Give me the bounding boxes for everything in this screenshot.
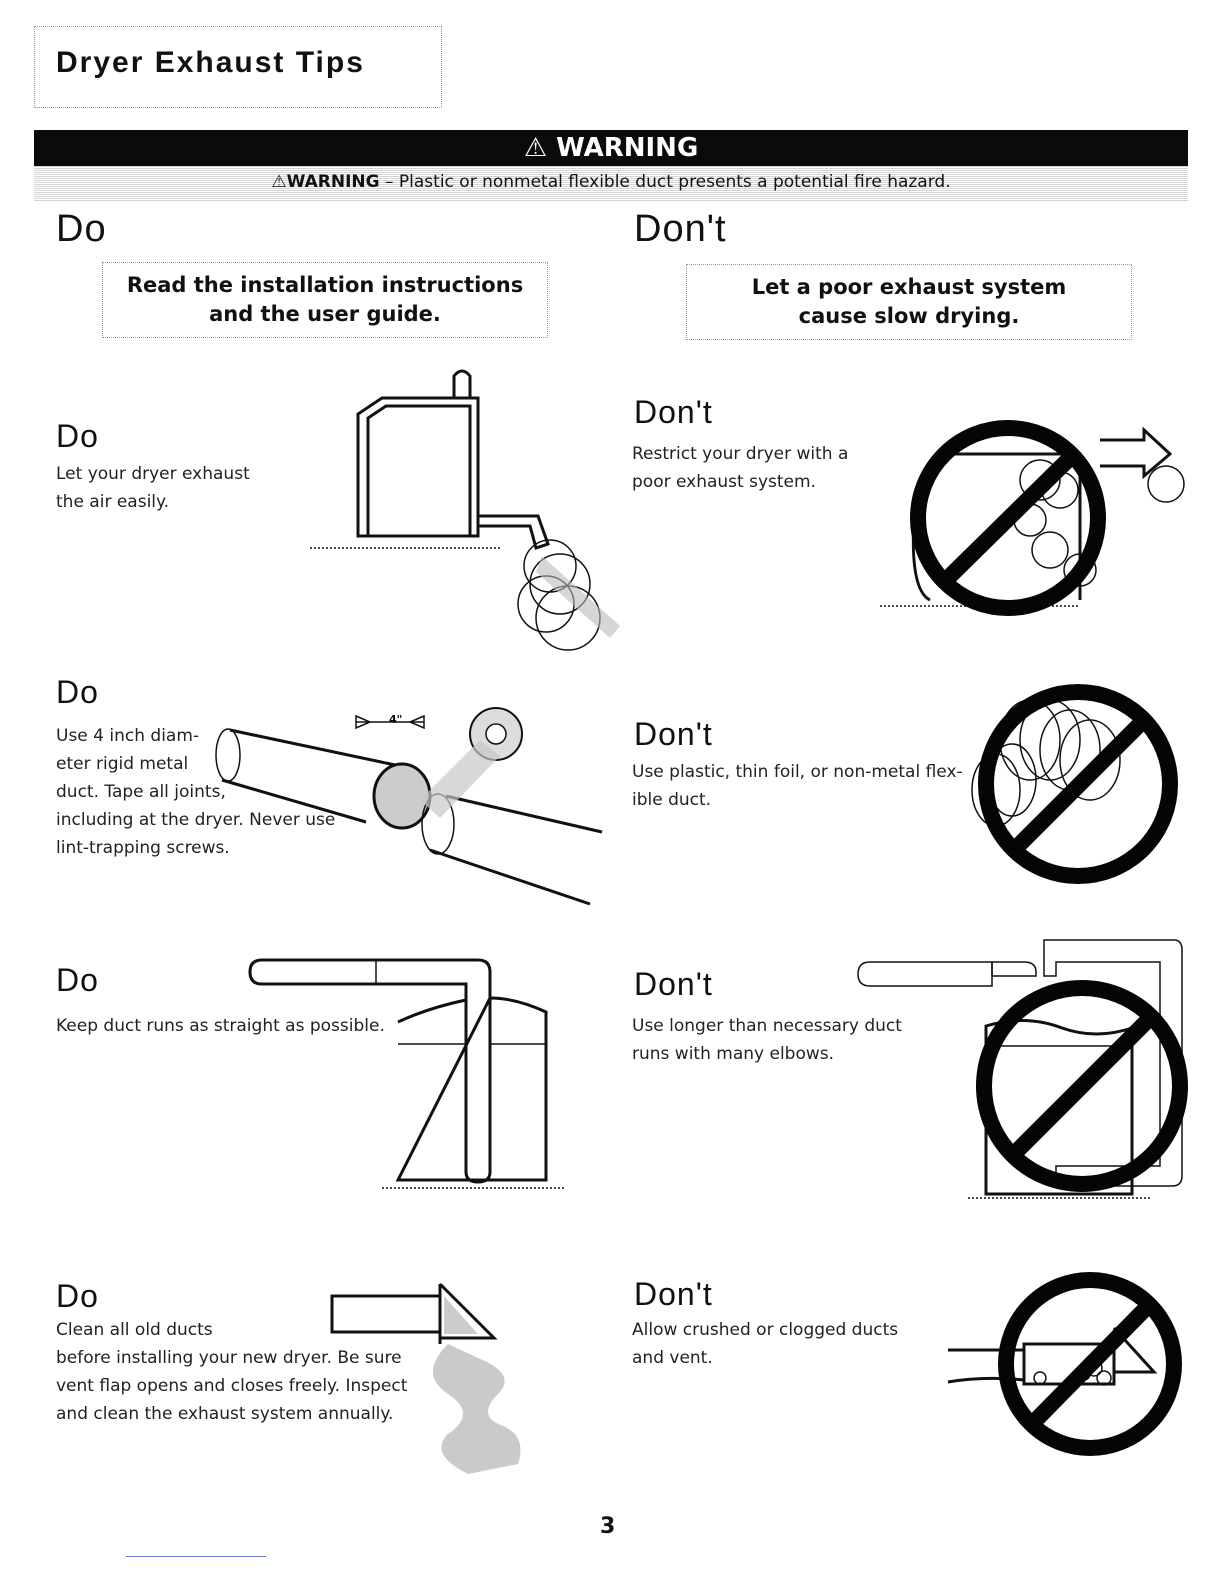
dryer-vent-icon [310,366,630,646]
duct-measure-label: 4" [389,713,403,726]
warning-banner-label: WARNING [556,133,699,163]
warning-triangle-icon: ⚠ [523,133,557,163]
do-item-1-line: Let your dryer exhaust [56,464,250,484]
dont-item-2-line: ible duct. [632,790,712,810]
warning-message: Plastic or nonmetal flexible duct presents a potential fire hazard. [398,172,951,192]
dont-column-heading: Don't [634,208,727,250]
dont-item-1-line: Restrict your dryer with a [632,444,849,464]
do-item-2-heading: Do [56,674,99,710]
do-item-3-heading: Do [56,962,99,998]
warning-banner [34,130,1188,166]
do-item-2-line: lint-trapping screws. [56,838,230,858]
warning-small-icon: ⚠ [271,172,287,192]
rigid-duct-icon [210,700,610,910]
page-number: 3 [600,1514,616,1539]
do-item-4-line: Clean all old ducts [56,1320,213,1340]
do-item-4-line: vent flap opens and closes freely. Inspect [56,1376,408,1396]
do-item-1-line: the air easily. [56,492,170,512]
dont-item-1-text [632,440,848,496]
clogged-duct-icon [944,1268,1184,1468]
do-item-1-text [56,460,250,516]
dont-highlight-line2: cause slow drying. [798,304,1020,328]
do-item-2-line: eter rigid metal [56,754,189,774]
many-elbows-icon [856,936,1186,1202]
restricted-duct-icon [880,400,1200,620]
do-item-1-heading: Do [56,418,99,454]
do-item-4-line: before installing your new dryer. Be sure [56,1348,402,1368]
dont-item-3-line: Use longer than necessary duct [632,1016,902,1036]
warning-prefix: WARNING [286,172,380,192]
straight-duct-icon [246,954,576,1194]
do-item-4-line: and clean the exhaust system annually. [56,1404,394,1424]
dont-item-4-text [632,1316,898,1372]
dont-item-3-line: runs with many elbows. [632,1044,835,1064]
dont-highlight-box [686,264,1132,340]
do-item-2-line: including at the dryer. Never use [56,810,336,830]
dont-item-1-line: poor exhaust system. [632,472,816,492]
do-highlight-line2: and the user guide. [209,302,441,326]
do-item-3-line: Keep duct runs as straight as possible. [56,1016,385,1036]
do-highlight-box [102,262,548,338]
do-item-2-line: duct. Tape all joints, [56,782,226,802]
dont-item-4-line: Allow crushed or clogged ducts [632,1320,899,1340]
dont-item-3-heading: Don't [634,966,713,1002]
do-column-heading: Do [56,208,107,250]
dont-highlight-line1: Let a poor exhaust system [751,275,1067,299]
warning-message-strip [34,166,1188,202]
dont-item-1-heading: Don't [634,394,713,430]
do-item-2-line: Use 4 inch diam- [56,726,200,746]
vent-flap-icon [328,1274,588,1484]
warning-dash: – [379,172,399,192]
dont-item-4-line: and vent. [632,1348,713,1368]
dont-item-2-heading: Don't [634,716,713,752]
footer-rule [126,1556,266,1557]
do-item-4-heading: Do [56,1278,99,1314]
dont-item-2-text [632,758,963,814]
page-title: Dryer Exhaust Tips [56,46,365,79]
dont-item-4-heading: Don't [634,1276,713,1312]
flexible-duct-icon [960,680,1200,900]
dont-item-2-line: Use plastic, thin foil, or non-metal flex- [632,762,963,782]
do-highlight-line1: Read the installation instructions [126,273,524,297]
